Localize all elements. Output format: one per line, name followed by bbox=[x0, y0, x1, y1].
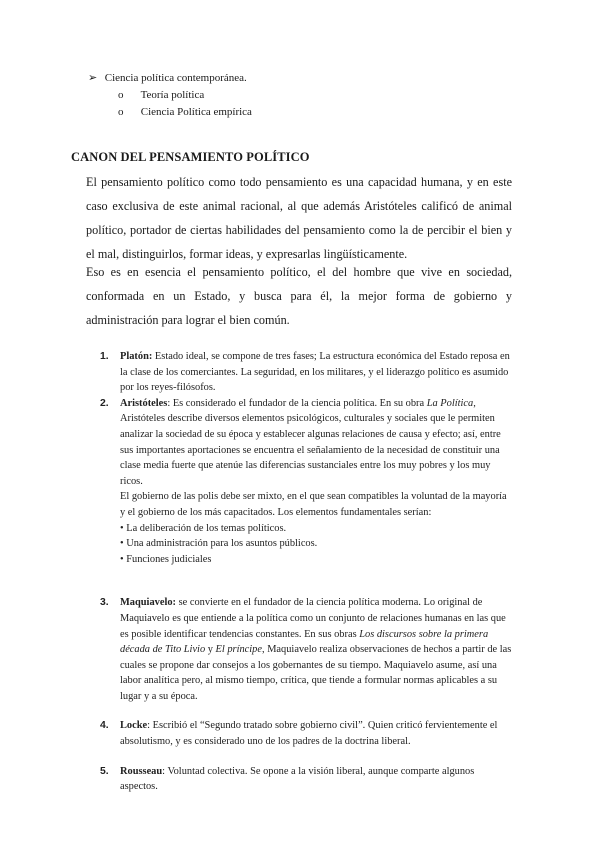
list-number: 3. bbox=[100, 597, 109, 609]
outline-sub-label: Ciencia Política empírica bbox=[140, 106, 252, 118]
list-number: 1. bbox=[100, 351, 109, 362]
thinker-description: Estado ideal, se compone de tres fases; La estructura económica del Estado reposa en la clase de los comerciantes. La seguridad, en los militares, y el liderazgo político es asumido por los reyes-filósofos. bbox=[120, 351, 510, 394]
list-item-locke bbox=[100, 718, 514, 749]
list-item-platon bbox=[100, 349, 514, 396]
list-number: 4. bbox=[100, 720, 109, 732]
thinkers-list bbox=[100, 349, 514, 795]
outline-sub-item bbox=[88, 87, 252, 104]
thinker-description-extra: El gobierno de las polis debe ser mixto, en el que sean compatibles la voluntad de la mayoría y el gobierno de los más capacitados. Los elementos fundamentales serían: bbox=[120, 491, 507, 518]
paragraph-intro: El pensamiento político como todo pensamiento es una capacidad humana, y en este caso exclusiva de este animal racional, al que además Aristóteles calificó de animal político, portador de ciertas habilidades del pensamiento como la de percibir el bien y el mal, distinguirlos, formar ideas, y expresarlas lingüísticamente. bbox=[86, 175, 512, 261]
thinker-description: : Es considerado el fundador de la ciencia política. En su obra bbox=[167, 397, 427, 409]
section-heading: CANON DEL PENSAMIENTO POLÍTICO bbox=[71, 150, 310, 164]
thinker-description: : Voluntad colectiva. Se opone a la visión liberal, aunque comparte algunos aspectos. bbox=[120, 765, 475, 793]
thinker-description: : Escribió el “Segundo tratado sobre gobierno civil”. Quien criticó fervientemente el absolutismo, y es considerado uno de los padres de la doctrina liberal. bbox=[120, 720, 498, 748]
list-item-aristoteles bbox=[100, 396, 514, 568]
element-bullet: • Una administración para los asuntos públicos. bbox=[120, 538, 318, 550]
thinker-description: se convierte en el fundador de la ciencia política moderna. Lo original de Maquiavelo es que entiende a la política como un conjunto de relaciones humanas en las que es posible identificar tendencias constantes. En sus obras bbox=[120, 597, 506, 640]
circle-bullet-icon: o bbox=[118, 106, 124, 118]
work-title: Los discursos sobre la primera década de Tito Livio bbox=[120, 628, 489, 656]
list-item-maquiavelo bbox=[100, 595, 514, 704]
outline-top-item bbox=[88, 70, 252, 87]
thinker-name: Aristóteles bbox=[120, 397, 168, 409]
thinker-description-cont: , Maquiavelo realiza observaciones de hechos a partir de las cuales se propone dar consejos a los gobernantes de su tiempo. Maquiavelo asume, así una labor analítica pero, al mismo tiempo, crítica, que tiende a formular normas aplicables a su lugar y a su época. bbox=[120, 644, 512, 702]
circle-bullet-icon: o bbox=[118, 89, 124, 101]
outline-list bbox=[88, 70, 252, 121]
arrow-bullet-icon: ➢ bbox=[88, 72, 98, 84]
work-title: La Política bbox=[426, 397, 474, 409]
list-number: 2. bbox=[100, 397, 109, 409]
thinker-description-cont: , Aristóteles describe diversos elementos psicológicos, culturales y sociales que le permiten analizar la sociedad de su época y establecer algunas relaciones de causa y efecto; así, entre sus importantes aportaciones se encuentra el señalamiento de la necesidad de constituir una clase media fuerte que atenúe las diferencias sustanciales entre los muy pobres y los muy ricos. bbox=[120, 397, 501, 487]
list-number: 5. bbox=[100, 765, 109, 777]
thinker-name: Rousseau bbox=[120, 765, 163, 777]
list-item-rousseau bbox=[100, 764, 514, 795]
connector-text: y bbox=[205, 644, 216, 656]
element-bullet: • La deliberación de los temas políticos. bbox=[120, 522, 287, 534]
work-title: El príncipe bbox=[215, 644, 262, 656]
outline-sub-item bbox=[88, 104, 252, 121]
outline-sub-label: Teoría política bbox=[140, 89, 205, 101]
paragraph-essence: Eso es en esencia el pensamiento político, el del hombre que vive en sociedad, conformada en un Estado, y busca para él, la mejor forma de gobierno y administración para lograr el bien común. bbox=[86, 265, 512, 327]
thinker-name: Locke bbox=[120, 720, 148, 732]
thinker-name: Platón: bbox=[120, 351, 153, 362]
element-bullet: • Funciones judiciales bbox=[120, 553, 212, 565]
outline-top-label: Ciencia política contemporánea. bbox=[104, 72, 247, 84]
thinker-name: Maquiavelo: bbox=[120, 597, 176, 609]
